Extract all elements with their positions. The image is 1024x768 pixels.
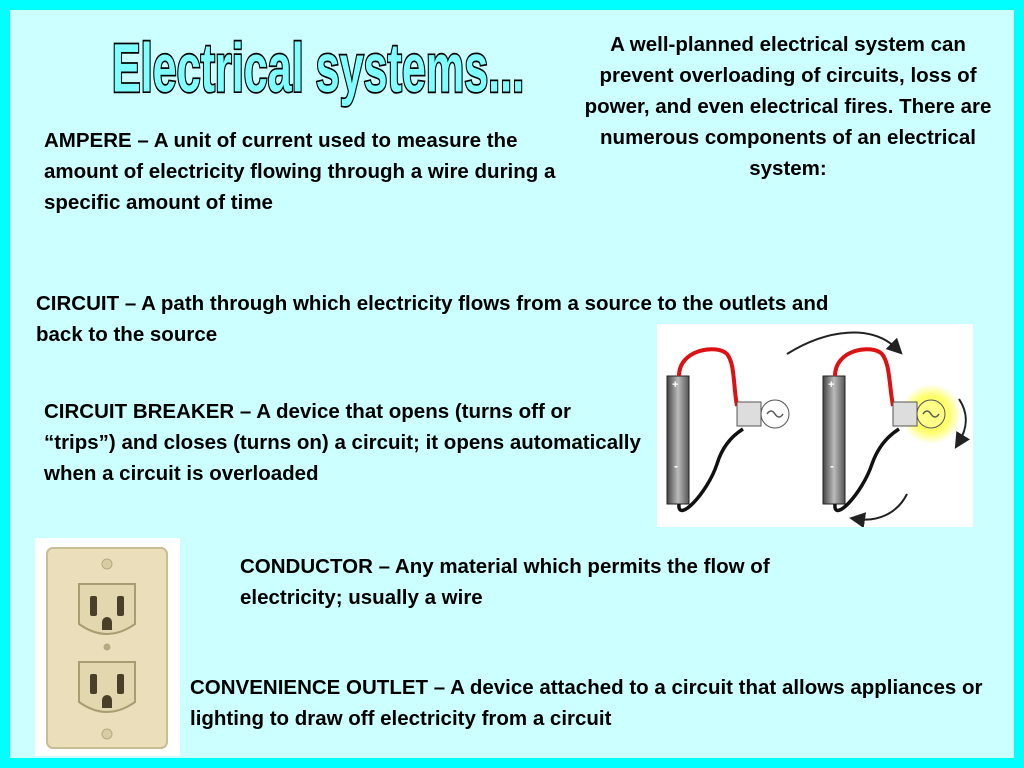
plus-sign-right: + bbox=[828, 379, 835, 391]
slide-title-text: Electrical systems... bbox=[111, 30, 525, 108]
slide bbox=[10, 10, 1014, 758]
circuit-definition: CIRCUIT – A path through which electricity flows from a source to the outlets and back to the source bbox=[36, 292, 829, 346]
outlet-receptacle-top bbox=[79, 584, 135, 634]
circuit-diagram-image bbox=[657, 324, 973, 527]
slide-title bbox=[48, 24, 588, 116]
battery-right bbox=[823, 376, 845, 504]
bulb-socket-left bbox=[737, 402, 761, 426]
battery-left bbox=[667, 376, 689, 504]
circuit-breaker-definition: CIRCUIT BREAKER – A device that opens (turns off or “trips”) and closes (turns on) a circuit; it opens automatically when a circuit is overloaded bbox=[44, 400, 641, 485]
minus-sign-right: - bbox=[830, 459, 834, 473]
ampere-definition: AMPERE – A unit of current used to measure the amount of electricity flowing through a wire during a specific amount of time bbox=[44, 129, 556, 214]
circuit-off bbox=[667, 349, 789, 510]
outlet-receptacle-bottom bbox=[79, 662, 135, 712]
intro-paragraph: A well-planned electrical system can prevent overloading of circuits, loss of power, and even electrical fires. There are numerous components of an electrical system: bbox=[584, 33, 992, 180]
conductor-definition: CONDUCTOR – Any material which permits the flow of electricity; usually a wire bbox=[240, 555, 770, 609]
flow-arrow-bottom bbox=[857, 494, 907, 520]
circuit-on bbox=[787, 333, 966, 520]
minus-sign-left: - bbox=[674, 459, 678, 473]
convenience-outlet-image bbox=[35, 538, 180, 756]
plus-sign-left: + bbox=[672, 379, 679, 391]
convenience-outlet-definition: CONVENIENCE OUTLET – A device attached to a circuit that allows appliances or lighting to draw off electricity from a circuit bbox=[190, 676, 983, 730]
bulb-socket-right bbox=[893, 402, 917, 426]
